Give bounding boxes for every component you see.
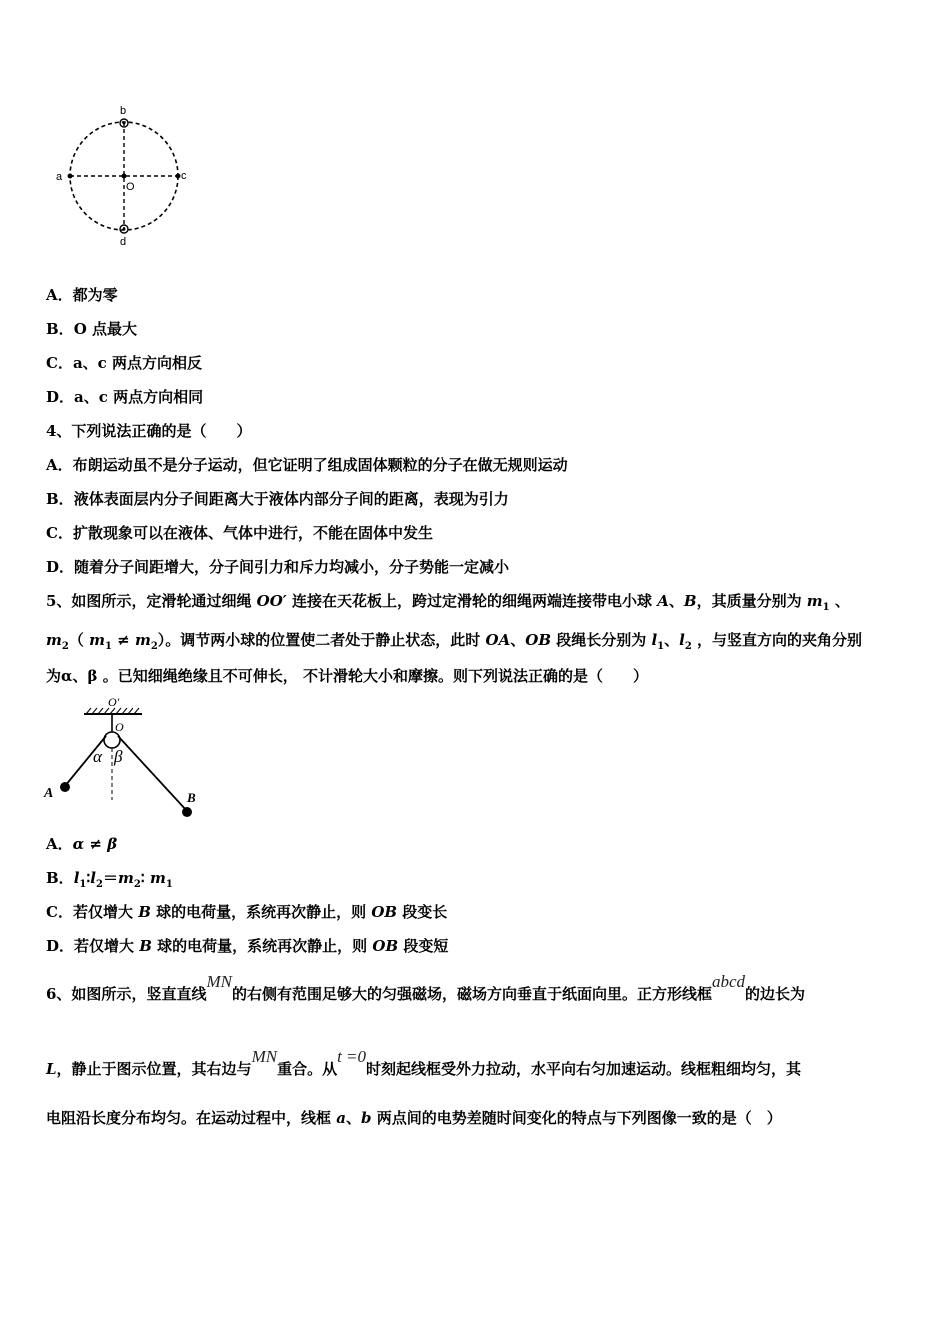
- option-letter: D．: [46, 388, 75, 406]
- option-text: O 点最大: [73, 320, 137, 338]
- q4-option-d: [46, 557, 509, 577]
- label-alpha: α: [93, 747, 102, 766]
- subscript: 1: [165, 879, 173, 890]
- point-b-dot: [123, 122, 126, 125]
- option-letter: B．: [46, 490, 74, 508]
- text: B: [138, 903, 151, 921]
- text: ＝: [102, 869, 118, 887]
- point-c-dot: [176, 174, 181, 179]
- option-text: 扩散现象可以在液体、气体中进行，不能在固体中发生: [72, 524, 433, 542]
- text: ≠: [111, 631, 135, 649]
- rope-ob: [118, 736, 187, 811]
- text: 段变长: [397, 903, 448, 921]
- q5-stem-line3: [46, 666, 648, 686]
- text: A: [657, 592, 669, 610]
- label-o-prime: O′: [108, 695, 120, 709]
- text: 、: [664, 631, 680, 649]
- text: m: [89, 631, 105, 649]
- subscript: 2: [684, 641, 692, 652]
- option-letter: A．: [46, 456, 73, 474]
- label-d: d: [120, 236, 127, 248]
- text: 6、如图所示，竖直直线: [46, 985, 207, 1003]
- text: 段绳长分别为: [551, 631, 652, 649]
- text: ∶: [86, 869, 91, 887]
- math-t-zero: t =0: [337, 1047, 367, 1066]
- option-letter: A．: [46, 835, 73, 853]
- q5-option-b: [46, 868, 173, 895]
- text: （: [68, 631, 90, 649]
- option-letter: A．: [46, 286, 73, 304]
- option-letter: D．: [46, 558, 75, 576]
- option-text: 布朗运动虽不是分子运动，但它证明了组成固体颗粒的分子在做无规则运动: [72, 456, 568, 474]
- q5-stem-line2: [46, 630, 862, 657]
- text: OB: [525, 631, 551, 649]
- q4-option-a: [46, 455, 568, 475]
- ball-b: [182, 807, 192, 817]
- q4-option-b: [46, 489, 509, 509]
- q5-option-c: [46, 902, 447, 922]
- subscript: 1: [657, 641, 665, 652]
- label-b: B: [187, 790, 196, 805]
- text: ）。调节两小球的位置使二者处于静止状态，此时: [157, 631, 486, 649]
- text: 为α、β 。已知细绳绝缘且不可伸长， 不计滑轮大小和摩擦。则下列说法正确的是（ ）: [46, 667, 648, 685]
- q6-stem-line1: [46, 972, 806, 1004]
- label-b: b: [120, 105, 127, 117]
- q6-stem-line3: [46, 1108, 782, 1128]
- text: m: [117, 869, 134, 887]
- question-stem: 4、下列说法正确的是（ ）: [46, 422, 252, 440]
- point-d-dot: [123, 228, 126, 231]
- option-letter: C．: [46, 524, 73, 542]
- q3-option-b: [46, 319, 137, 339]
- text: L: [46, 1060, 57, 1078]
- label-a: A: [44, 786, 54, 801]
- subscript: 2: [95, 879, 103, 890]
- math-abcd: abcd: [711, 972, 746, 991]
- label-a: a: [56, 171, 63, 183]
- text: B: [139, 937, 152, 955]
- text: ，与竖直方向的夹角分别: [691, 631, 863, 649]
- math-mn: MN: [251, 1047, 278, 1066]
- subscript: 1: [79, 879, 87, 890]
- q3-option-c: [46, 353, 202, 373]
- subscript: 2: [150, 641, 158, 652]
- label-beta: β: [114, 747, 123, 766]
- q4-option-c: [46, 523, 433, 543]
- point-a-dot: [68, 174, 73, 179]
- text: 、: [829, 592, 850, 610]
- q3-option-d: [46, 387, 203, 407]
- math-mn: MN: [206, 972, 232, 991]
- text: 时刻起线框受外力拉动，水平向右匀加速运动。线框粗细均匀，其: [366, 1060, 802, 1078]
- option-letter: B．: [46, 869, 74, 887]
- option-text: 都为零: [72, 286, 118, 304]
- text: 连接在天花板上，跨过定滑轮的细绳两端连接带电小球: [286, 592, 658, 610]
- subscript: 1: [104, 641, 112, 652]
- text: b: [360, 1109, 372, 1127]
- text: ，其质量分别为: [696, 592, 807, 610]
- option-text: 随着分子间距增大，分子间引力和斥力均减小，分子势能一定减小: [74, 558, 510, 576]
- text: ∶: [140, 869, 150, 887]
- subscript: 1: [822, 602, 830, 613]
- text: 、: [668, 592, 684, 610]
- pulley-figure: [40, 692, 210, 824]
- pulley: [104, 732, 120, 748]
- point-o-dot: [122, 174, 127, 179]
- option-text: a、c 两点方向相同: [74, 388, 204, 406]
- text: OO′: [256, 592, 287, 610]
- text: l: [679, 631, 685, 649]
- ball-a: [60, 782, 70, 792]
- option-text: α ≠ β: [72, 835, 118, 853]
- option-letter: D．: [46, 937, 75, 955]
- label-o: O: [115, 720, 124, 734]
- text: 球的电荷量，系统再次静止，则: [151, 937, 373, 955]
- option-letter: C．: [46, 354, 73, 372]
- option-letter: B．: [46, 320, 74, 338]
- q5-option-d: [46, 936, 448, 956]
- text: 球的电荷量，系统再次静止，则: [150, 903, 372, 921]
- circle-figure: [52, 100, 202, 250]
- option-text: 液体表面层内分子间距离大于液体内部分子间的距离，表现为引力: [73, 490, 509, 508]
- text: m: [149, 869, 166, 887]
- text: OA: [485, 631, 511, 649]
- text: l: [73, 869, 80, 887]
- text: 段变短: [398, 937, 449, 955]
- q6-stem-line2: [46, 1047, 802, 1079]
- text: ，静止于图示位置，其右边与: [56, 1060, 252, 1078]
- text: a: [336, 1109, 346, 1127]
- text: B: [683, 592, 697, 610]
- label-o: O: [126, 181, 135, 193]
- text: 、: [345, 1109, 361, 1127]
- q3-option-a: [46, 285, 118, 305]
- text: 两点间的电势差随时间变化的特点与下列图像一致的是（ ）: [371, 1109, 782, 1127]
- q4-stem: [46, 421, 251, 441]
- text: 的右侧有范围足够大的匀强磁场，磁场方向垂直于纸面向里。正方形线框: [231, 985, 712, 1003]
- text: m: [46, 631, 62, 649]
- option-letter: C．: [46, 903, 73, 921]
- text: 若仅增大: [72, 903, 139, 921]
- q5-stem-line1: [46, 591, 850, 618]
- subscript: 2: [61, 641, 69, 652]
- q5-option-a: [46, 834, 117, 854]
- option-text: a、c 两点方向相反: [72, 354, 203, 372]
- text: 的边长为: [745, 985, 806, 1003]
- text: l: [90, 869, 96, 887]
- label-c: c: [181, 170, 187, 182]
- text: l: [651, 631, 658, 649]
- text: 重合。从: [277, 1060, 338, 1078]
- text: OB: [371, 903, 398, 921]
- text: 电阻沿长度分布均匀。在运动过程中，线框: [46, 1109, 337, 1127]
- text: OB: [372, 937, 399, 955]
- subscript: 2: [133, 879, 141, 890]
- text: 、: [510, 631, 526, 649]
- text: m: [806, 592, 823, 610]
- text: m: [134, 631, 151, 649]
- text: 若仅增大: [74, 937, 140, 955]
- text: 5、如图所示，定滑轮通过细绳: [46, 592, 257, 610]
